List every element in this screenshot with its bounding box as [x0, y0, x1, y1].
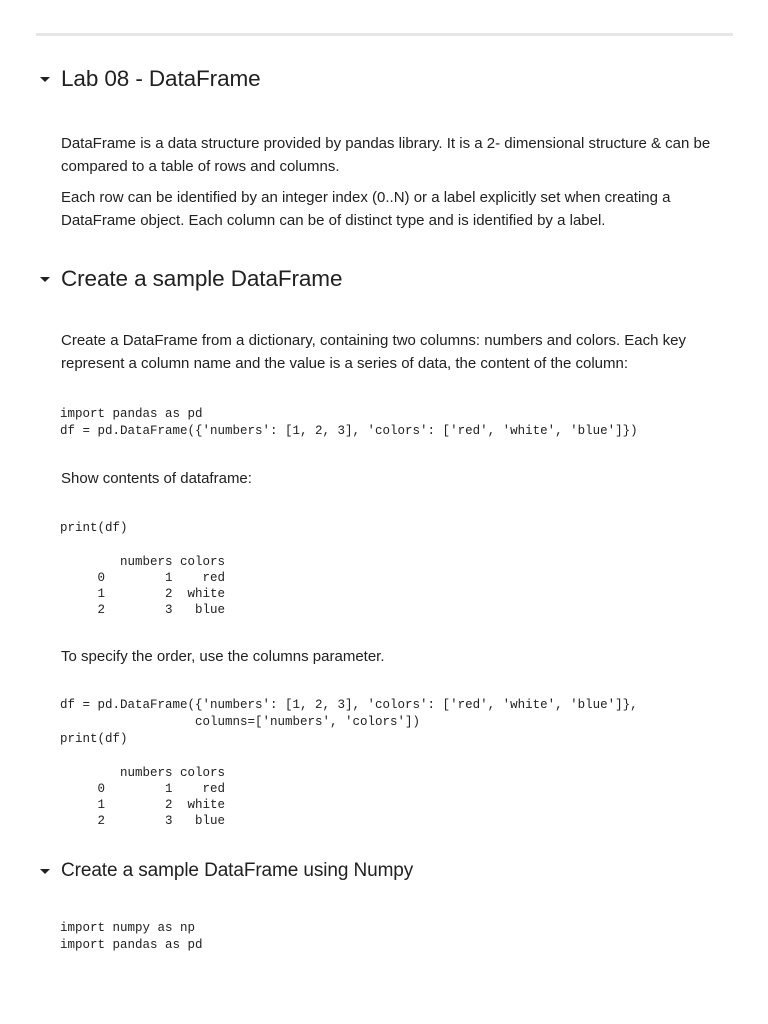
intro-paragraph-2: Each row can be identified by an integer index (0..N) or a label explicitly set when creating a DataFrame object. Each column can be of distinct type and is identified by a label.	[61, 189, 671, 229]
section-title: Create a sample DataFrame	[61, 266, 343, 291]
create-description: Create a DataFrame from a dictionary, containing two columns: numbers and colors. Each key represent a column name and the value is a series of data, the content of the column:	[61, 332, 687, 372]
section-heading-create-sample[interactable]	[37, 266, 342, 292]
section-heading-numpy[interactable]	[37, 860, 413, 882]
top-divider	[36, 33, 733, 36]
caret-down-icon[interactable]	[37, 271, 53, 287]
section-heading-lab-08[interactable]	[37, 66, 261, 92]
intro-paragraph-1: DataFrame is a data structure provided by pandas library. It is a 2- dimensional structure & can be compared to a table of rows and columns.	[61, 135, 711, 175]
caret-down-icon[interactable]	[37, 71, 53, 87]
section-title: Lab 08 - DataFrame	[61, 66, 261, 91]
code-block-create-df: import pandas as pd df = pd.DataFrame({'numbers': [1, 2, 3], 'colors': ['red', 'white', 'blue']})	[60, 407, 638, 438]
code-block-create-df-columns: df = pd.DataFrame({'numbers': [1, 2, 3], 'colors': ['red', 'white', 'blue']}, columns=['numbers', 'colors']) print(df)	[60, 698, 638, 746]
output-block-df-2: numbers colors 0 1 red 1 2 white 2 3 blue	[97, 766, 226, 828]
caret-down-icon[interactable]	[37, 863, 53, 879]
section-title: Create a sample DataFrame using Numpy	[61, 860, 414, 881]
show-contents-text: Show contents of dataframe:	[61, 470, 252, 487]
output-block-df-1: numbers colors 0 1 red 1 2 white 2 3 blue	[97, 555, 226, 617]
specify-order-text: To specify the order, use the columns parameter.	[61, 648, 385, 665]
code-block-numpy-imports: import numpy as np import pandas as pd	[60, 921, 203, 952]
code-block-print-df: print(df)	[60, 521, 128, 535]
